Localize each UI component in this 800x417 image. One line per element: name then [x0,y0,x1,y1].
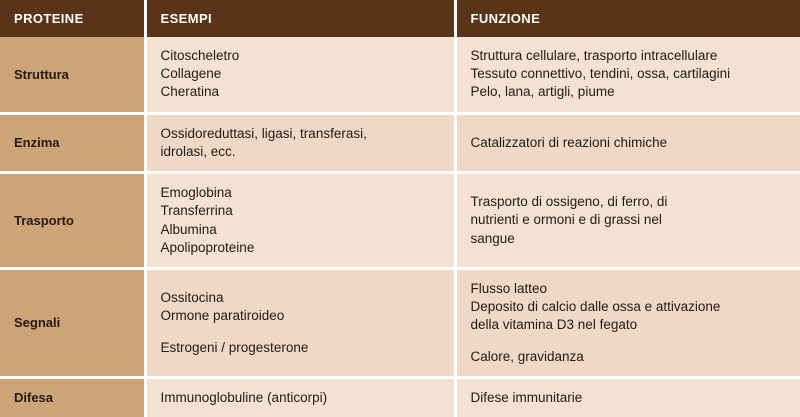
column-header-funzione: FUNZIONE [455,0,800,37]
function-line: Catalizzatori di reazioni chimiche [470,134,668,150]
cell-examples [145,113,455,172]
cell-examples [145,37,455,113]
example-line: Cheratina [160,84,220,100]
function-line: Struttura cellulare, trasporto intracellulare [470,48,718,63]
function-line: Calore, gravidanza [470,348,584,364]
column-header-proteine: PROTEINE [0,0,145,37]
function-line: Difese immunitarie [470,389,583,405]
table-row [0,268,800,377]
example-line: Ormone paratiroideo [160,308,285,324]
example-line: idrolasi, ecc. [160,143,236,159]
examples-lines [161,184,440,257]
function-lines [471,280,787,366]
function-lines [471,193,787,248]
cell-examples [145,377,455,417]
example-line: Estrogeni / progesterone [160,339,309,355]
example-spacer [161,326,440,339]
cell-category: Difesa [0,377,145,417]
cell-examples [145,268,455,377]
table-body [0,37,800,417]
table-header-row [0,0,800,37]
example-line: Ossitocina [160,290,224,306]
function-lines [471,389,787,407]
example-line: Albumina [160,221,217,237]
function-line: sangue [470,230,515,246]
examples-lines [161,125,440,161]
example-line: Citoscheletro [160,48,240,63]
table-row [0,173,800,269]
function-line: Tessuto connettivo, tendini, ossa, cartilagini [470,66,731,82]
cell-category: Segnali [0,268,145,377]
function-line: Trasporto di ossigeno, di ferro, di [470,194,668,210]
function-line: della vitamina D3 nel fegato [470,317,638,333]
cell-category: Struttura [0,37,145,113]
function-line: Deposito di calcio dalle ossa e attivazione [470,299,721,315]
table-row [0,377,800,417]
example-line: Collagene [160,66,222,82]
function-line: Flusso latteo [470,280,548,296]
cell-function [455,113,800,172]
cell-examples [145,173,455,269]
examples-lines [161,389,440,407]
examples-lines [161,289,440,357]
cell-category: Trasporto [0,173,145,269]
function-lines [471,47,787,102]
example-line: Apolipoproteine [160,239,255,255]
function-lines [471,134,787,152]
table-header [0,0,800,37]
cell-category: Enzima [0,113,145,172]
example-line: Immunoglobuline (anticorpi) [160,389,328,405]
example-line: Emoglobina [160,185,232,201]
function-spacer [471,335,787,348]
cell-function [455,173,800,269]
function-line: nutrienti e ormoni e di grassi nel [470,212,662,228]
example-line: Transferrina [160,203,233,219]
function-line: Pelo, lana, artigli, piume [470,84,615,100]
examples-lines [161,47,440,102]
cell-function [455,37,800,113]
table-row [0,37,800,113]
cell-function [455,377,800,417]
example-line: Ossidoreduttasi, ligasi, transferasi, [160,125,367,141]
cell-function [455,268,800,377]
column-header-esempi: ESEMPI [145,0,455,37]
table-row [0,113,800,172]
